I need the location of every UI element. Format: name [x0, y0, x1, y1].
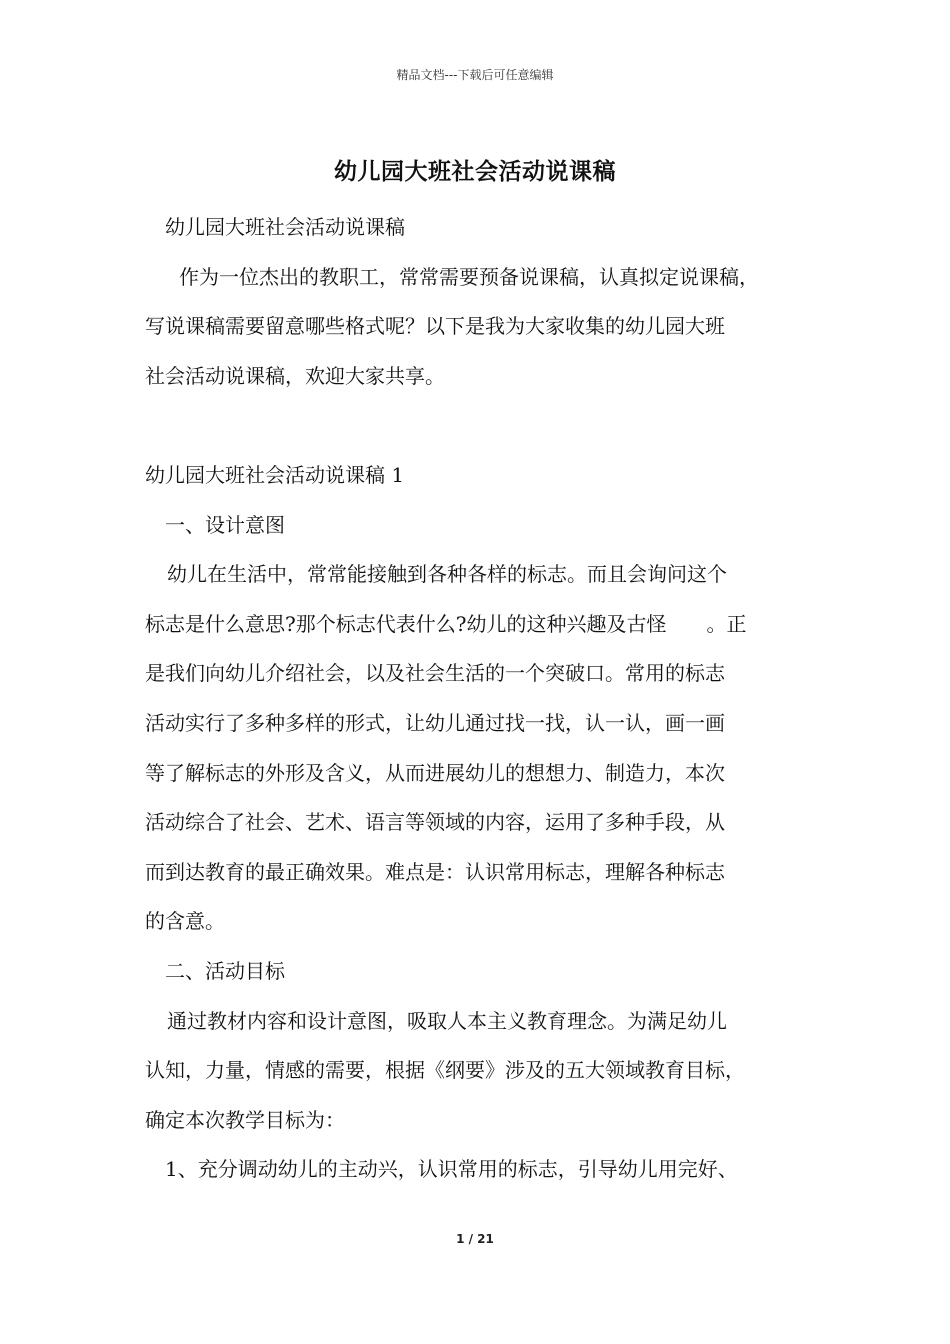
paragraph-line: 活动实行了多种多样的形式，让幼儿通过找一找，认一认，画一画	[145, 710, 725, 735]
paragraph-line: 的含意。	[145, 909, 225, 934]
paragraph-line: 等了解标志的外形及含义，从而进展幼儿的想想力、制造力，本次	[145, 760, 725, 785]
heading-activity-goals: 二、活动目标	[165, 958, 285, 983]
paragraph-line: 确定本次教学目标为：	[145, 1107, 345, 1132]
document-title: 幼儿园大班社会活动说课稿	[334, 159, 616, 185]
intro-line: 写说课稿需要留意哪些格式呢？以下是我为大家收集的幼儿园大班	[145, 314, 725, 339]
paragraph-line: 认知，力量，情感的需要，根据《纲要》涉及的五大领域教育目标，	[145, 1058, 745, 1083]
paragraph-line: 是我们向幼儿介绍社会，以及社会生活的一个突破口。常用的标志	[145, 661, 725, 686]
page-number: 1 / 21	[456, 1232, 494, 1246]
page-header: 精品文档---下载后可任意编辑	[396, 68, 554, 82]
list-item: 1、充分调动幼儿的主动兴，认识常用的标志，引导幼儿用完好、	[165, 1157, 738, 1182]
paragraph-line: 而到达教育的最正确效果。难点是：认识常用标志，理解各种标志	[145, 859, 725, 884]
intro-line: 作为一位杰出的教职工，常常需要预备说课稿，认真拟定说课稿，	[179, 264, 759, 289]
paragraph-line: 标志是什么意思?那个标志代表什么?幼儿的这种兴趣及古怪 。正	[145, 611, 747, 636]
subtitle: 幼儿园大班社会活动说课稿	[165, 215, 405, 239]
heading-design-intent: 一、设计意图	[165, 512, 285, 537]
paragraph-line: 活动综合了社会、艺术、语言等领域的内容，运用了多种手段，从	[145, 810, 725, 835]
paragraph-line: 通过教材内容和设计意图，吸取人本主义教育理念。为满足幼儿	[167, 1008, 727, 1033]
blank-line	[145, 401, 805, 451]
document-body	[145, 203, 805, 1195]
paragraph-line: 幼儿在生活中，常常能接触到各种各样的标志。而且会询问这个	[167, 562, 727, 587]
section-title: 幼儿园大班社会活动说课稿 1	[145, 462, 405, 487]
intro-line: 社会活动说课稿，欢迎大家共享。	[145, 363, 445, 388]
